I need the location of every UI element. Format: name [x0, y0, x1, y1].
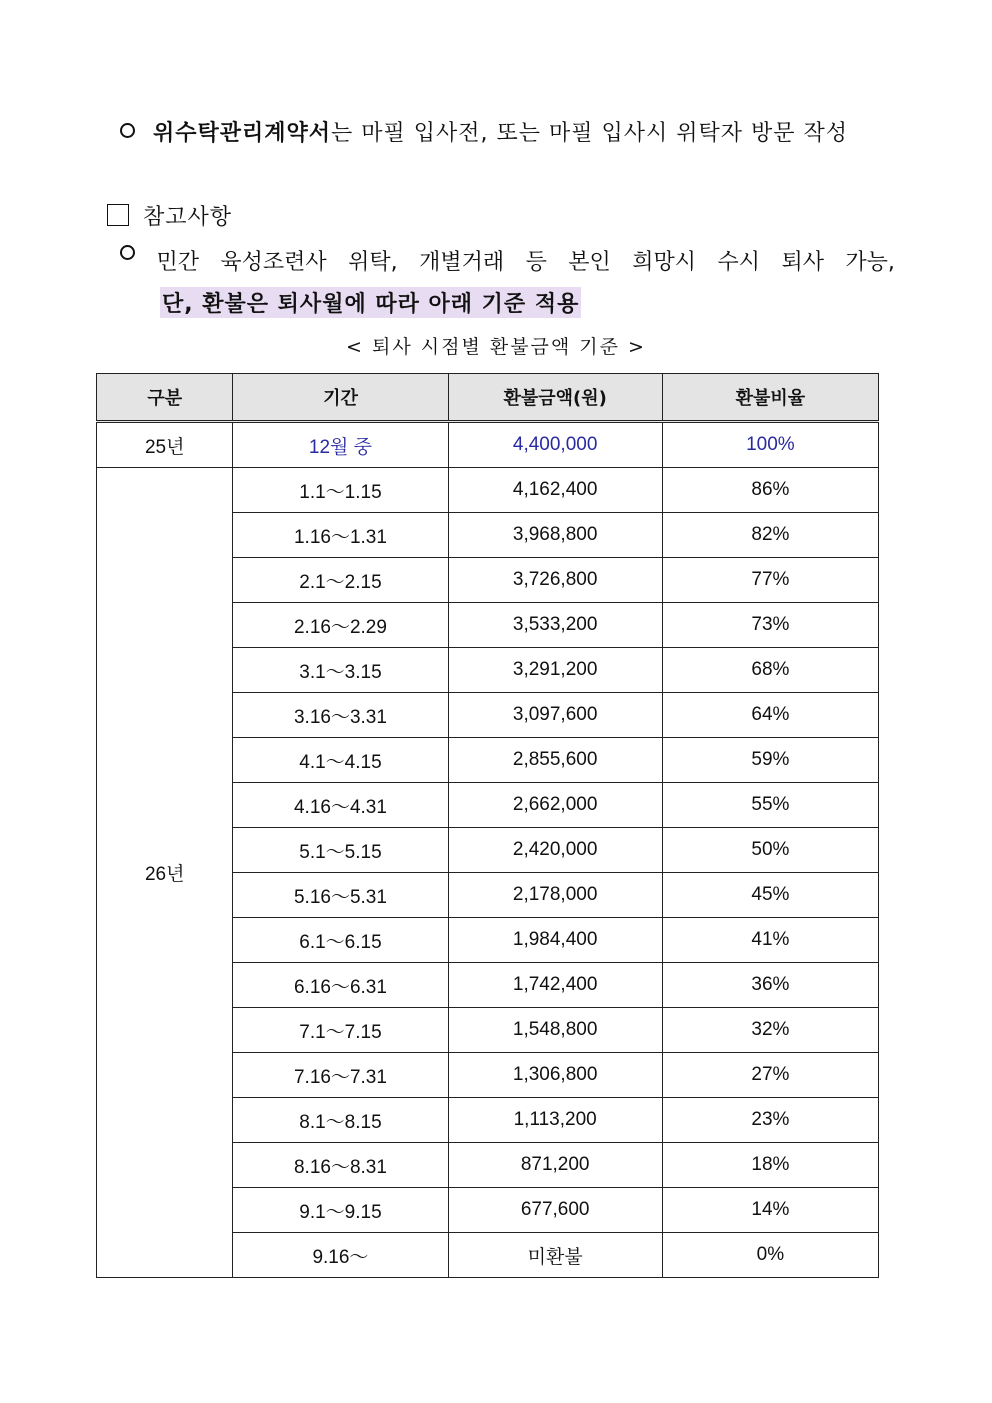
period-cell: 7.1～7.15 — [233, 1008, 448, 1053]
amount-cell: 2,662,000 — [448, 783, 662, 828]
ratio-cell: 18% — [662, 1143, 878, 1188]
refund-table — [96, 373, 879, 1278]
amount-cell: 3,968,800 — [448, 513, 662, 558]
period-cell: 4.1～4.15 — [233, 738, 448, 783]
year-cell: 25년 — [97, 422, 233, 468]
ratio-cell: 100% — [662, 422, 878, 468]
table-header-row — [97, 374, 879, 422]
period-cell: 3.16～3.31 — [233, 693, 448, 738]
period-cell: 4.16～4.31 — [233, 783, 448, 828]
table-row — [97, 468, 879, 513]
bullet-circle-icon — [120, 123, 135, 138]
period-cell: 12월 중 — [233, 422, 448, 468]
header-ratio: 환불비율 — [662, 374, 878, 422]
ratio-cell: 73% — [662, 603, 878, 648]
amount-cell: 677,600 — [448, 1188, 662, 1233]
amount-cell: 4,400,000 — [448, 422, 662, 468]
amount-cell: 3,097,600 — [448, 693, 662, 738]
ratio-cell: 77% — [662, 558, 878, 603]
refund-highlight: 단, 환불은 퇴사월에 따라 아래 기준 적용 — [160, 287, 581, 318]
period-cell: 6.16～6.31 — [233, 963, 448, 1008]
note-word: 등 — [525, 250, 547, 275]
header-amount: 환불금액(원) — [448, 374, 662, 422]
note-word: 민간 — [156, 250, 199, 275]
amount-cell: 1,984,400 — [448, 918, 662, 963]
note-word: 가능, — [845, 250, 895, 275]
ratio-cell: 41% — [662, 918, 878, 963]
header-period: 기간 — [233, 374, 448, 422]
amount-cell: 3,726,800 — [448, 558, 662, 603]
contract-note — [120, 116, 848, 147]
table-row — [97, 422, 879, 468]
section-title: 참고사항 — [143, 205, 233, 230]
period-cell: 2.1～2.15 — [233, 558, 448, 603]
amount-cell: 3,291,200 — [448, 648, 662, 693]
ratio-cell: 86% — [662, 468, 878, 513]
period-cell: 8.16～8.31 — [233, 1143, 448, 1188]
ratio-cell: 64% — [662, 693, 878, 738]
ratio-cell: 59% — [662, 738, 878, 783]
period-cell: 9.1～9.15 — [233, 1188, 448, 1233]
amount-cell: 1,306,800 — [448, 1053, 662, 1098]
amount-cell: 미환불 — [448, 1233, 662, 1278]
ratio-cell: 0% — [662, 1233, 878, 1278]
amount-cell: 1,548,800 — [448, 1008, 662, 1053]
ratio-cell: 55% — [662, 783, 878, 828]
amount-cell: 1,113,200 — [448, 1098, 662, 1143]
amount-cell: 4,162,400 — [448, 468, 662, 513]
contract-title: 위수탁관리계약서 — [153, 121, 332, 146]
ratio-cell: 45% — [662, 873, 878, 918]
ratio-cell: 36% — [662, 963, 878, 1008]
amount-cell: 871,200 — [448, 1143, 662, 1188]
period-cell: 3.1～3.15 — [233, 648, 448, 693]
period-cell: 2.16～2.29 — [233, 603, 448, 648]
withdrawal-note — [120, 245, 895, 276]
note-word: 본인 — [568, 250, 611, 275]
section-heading — [107, 200, 232, 231]
checkbox-square-icon — [107, 204, 129, 226]
note-word: 희망시 — [632, 250, 697, 275]
note-word: 육성조련사 — [220, 250, 327, 275]
header-category: 구분 — [97, 374, 233, 422]
period-cell: 1.16～1.31 — [233, 513, 448, 558]
period-cell: 8.1～8.15 — [233, 1098, 448, 1143]
period-cell: 9.16～ — [233, 1233, 448, 1278]
amount-cell: 3,533,200 — [448, 603, 662, 648]
ratio-cell: 27% — [662, 1053, 878, 1098]
bullet-circle-icon — [120, 245, 135, 260]
ratio-cell: 23% — [662, 1098, 878, 1143]
period-cell: 5.1～5.15 — [233, 828, 448, 873]
note-word: 수시 — [717, 250, 760, 275]
amount-cell: 2,855,600 — [448, 738, 662, 783]
note-word: 퇴사 — [781, 250, 824, 275]
period-cell: 7.16～7.31 — [233, 1053, 448, 1098]
ratio-cell: 14% — [662, 1188, 878, 1233]
ratio-cell: 50% — [662, 828, 878, 873]
note-word: 개별거래 — [419, 250, 505, 275]
table-caption: < 퇴사 시점별 환불금액 기준 > — [346, 336, 646, 358]
year-cell: 26년 — [97, 468, 233, 1278]
ratio-cell: 68% — [662, 648, 878, 693]
amount-cell: 1,742,400 — [448, 963, 662, 1008]
note-word: 위탁, — [348, 250, 398, 275]
contract-note-text: 는 마필 입사전, 또는 마필 입사시 위탁자 방문 작성 — [331, 121, 849, 146]
amount-cell: 2,178,000 — [448, 873, 662, 918]
ratio-cell: 82% — [662, 513, 878, 558]
period-cell: 5.16～5.31 — [233, 873, 448, 918]
ratio-cell: 32% — [662, 1008, 878, 1053]
amount-cell: 2,420,000 — [448, 828, 662, 873]
period-cell: 1.1～1.15 — [233, 468, 448, 513]
period-cell: 6.1～6.15 — [233, 918, 448, 963]
